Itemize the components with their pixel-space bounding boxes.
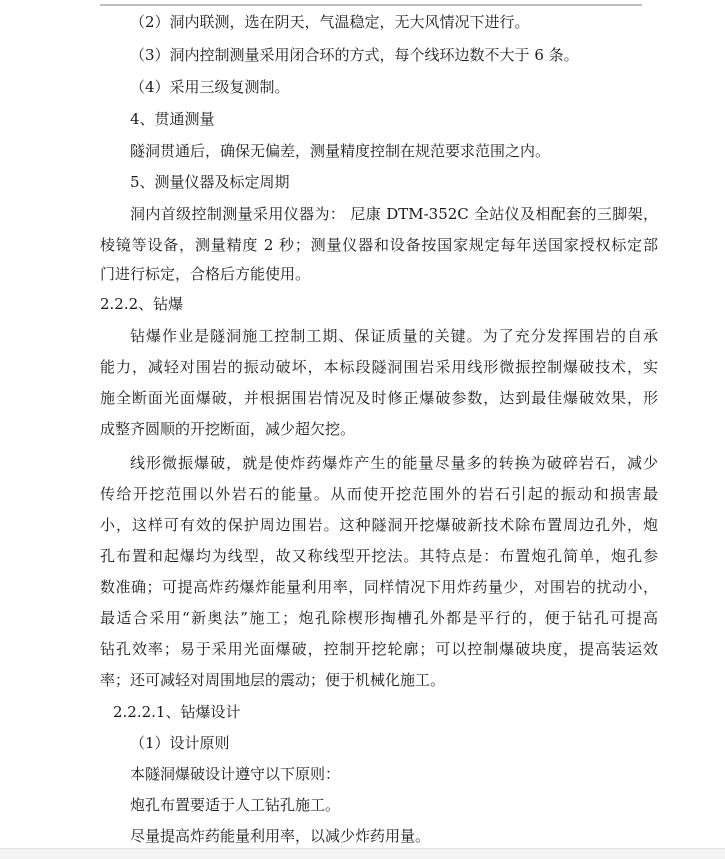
text-line: 成整齐圆顺的开挖断面，减少超欠挖。 (100, 420, 356, 438)
text-line: 施全断面光面爆破，并根据围岩情况及时修正爆破参数，达到最佳爆破效果，形 (100, 389, 658, 407)
text-line: 传给开挖范围以外岩石的能量。从而使开挖范围外的岩石引起的振动和损害最 (100, 485, 658, 503)
text-line: （4）采用三级复测制。 (130, 78, 290, 96)
section-heading: 2.2.2.1、钻爆设计 (113, 703, 241, 721)
text-line: 钻爆作业是隧洞施工控制工期、保证质量的关键。为了充分发挥围岩的自承 (130, 327, 658, 345)
text-line: （2）洞内联测，选在阴天，气温稳定，无大风情况下进行。 (130, 13, 530, 31)
text-line: （1）设计原则 (130, 734, 230, 752)
text-line: 门进行标定，合格后方能使用。 (100, 265, 311, 283)
text-line: 率；还可减轻对周围地层的震动；便于机械化施工。 (100, 671, 446, 689)
text-line: 最适合采用“新奥法”施工；炮孔除楔形掏槽孔外都是平行的，便于钻孔可提高 (100, 609, 658, 627)
text-line: 尽量提高炸药能量利用率，以减少炸药用量。 (130, 827, 431, 845)
text-line: 炮孔布置要适于人工钻孔施工。 (130, 796, 341, 814)
header-divider (100, 4, 642, 6)
text-line: 小，这样可有效的保护周边围岩。这种隧洞开挖爆破新技术除布置周边孔外，炮 (100, 516, 658, 534)
text-line: 洞内首级控制测量采用仪器为： 尼康 DTM-352C 全站仪及相配套的三脚架， (130, 205, 658, 223)
text-line: （3）洞内控制测量采用闭合环的方式，每个线环边数不大于 6 条。 (130, 46, 579, 64)
text-line: 线形微振爆破，就是使炸药爆炸产生的能量尽量多的转换为破碎岩石，减少 (130, 454, 658, 472)
text-line: 钻孔效率；易于采用光面爆破，控制开挖轮廓；可以控制爆破块度，提高装运效 (100, 640, 658, 658)
bottom-edge (0, 848, 725, 859)
text-line: 能力，减轻对围岩的振动破坏，本标段隧洞围岩采用线形微振控制爆破技术，实 (100, 358, 658, 376)
text-line: 孔布置和起爆均为线型，故又称线型开挖法。其特点是：布置炮孔简单，炮孔参 (100, 547, 658, 565)
section-heading: 4、贯通测量 (130, 110, 215, 128)
section-heading: 5、测量仪器及标定周期 (130, 173, 290, 191)
text-line: 本隧洞爆破设计遵守以下原则： (130, 765, 341, 783)
text-line: 隧洞贯通后，确保无偏差，测量精度控制在规范要求范围之内。 (130, 142, 551, 160)
section-heading: 2.2.2、钻爆 (100, 295, 184, 313)
text-line: 数准确；可提高炸药爆炸能量利用率，同样情况下用炸药量少，对围岩的扰动小， (100, 578, 658, 596)
text-line: 棱镜等设备，测量精度 2 秒；测量仪器和设备按国家规定每年送国家授权标定部 (100, 236, 658, 254)
